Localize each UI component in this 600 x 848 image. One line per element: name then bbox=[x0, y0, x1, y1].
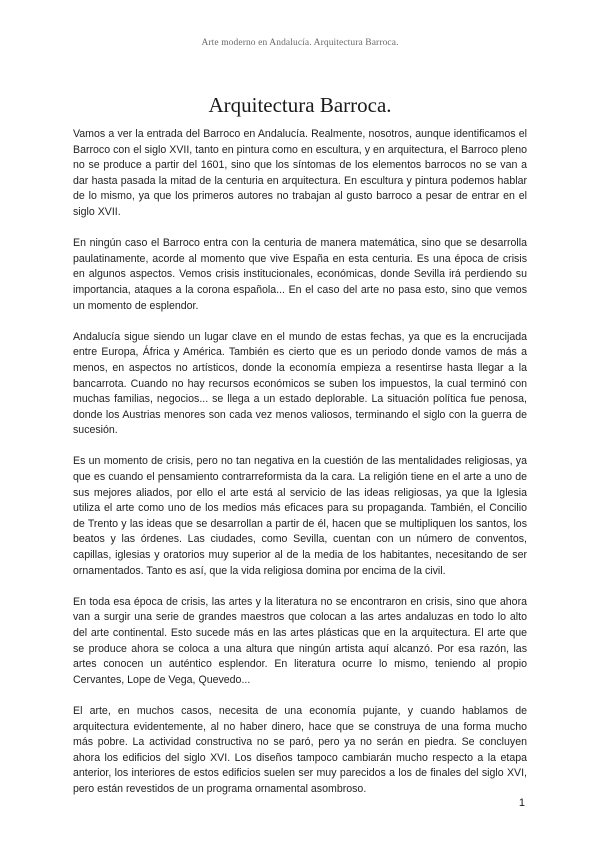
page-number: 1 bbox=[518, 797, 525, 809]
paragraph: El arte, en muchos casos, necesita de una economía pujante, y cuando hablamos de arquitectura evidentemente, al no haber dinero, hace que se construya de una forma mucho más pobre. La actividad constructiva no se paró, pero ya no serán en piedra. Se concluyen ahora los edificios del siglo XVI. Los diseños tampoco cambiarán mucho respecto a la etapa anterior, los interiores de estos edificios suelen ser muy parecidos a los de finales del siglo XVI, pero están revestidos de un programa ornamental asombroso. bbox=[73, 704, 527, 795]
paragraph: Andalucía sigue siendo un lugar clave en el mundo de estas fechas, ya que es la encrucijada entre Europa, África y América. También es cierto que es un periodo donde vamos de más a menos, en aspectos no artísticos, donde la economía empieza a resentirse hasta llegar a la bancarrota. Cuando no hay recursos económicos se suben los impuestos, la cual terminó con muchas familias, negocios... se llega a un estado deplorable. La situación política fue penosa, donde los Austrias menores son cada vez menos valiosos, terminando el siglo con la guerra de sucesión. bbox=[73, 330, 527, 437]
paragraph: En ningún caso el Barroco entra con la centuria de manera matemática, sino que se desarrolla paulatinamente, acorde al momento que vive España en esta centuria. Es una época de crisis en algunos aspectos. Vemos crisis institucionales, económicas, donde Sevilla irá perdiendo su importancia, ataques a la corona española... En el caso del arte no pasa esto, sino que vemos un momento de esplendor. bbox=[73, 237, 527, 312]
document-body bbox=[73, 127, 527, 813]
paragraph: Es un momento de crisis, pero no tan negativa en la cuestión de las mentalidades religiosas, ya que es cuando el pensamiento contrarreformista da la cara. La religión tiene en el arte a uno de sus mejores aliados, por ello el arte está al servicio de las ideas religiosas, ya que la Iglesia utiliza el arte como uno de los medios más eficaces para su propaganda. También, el Concilio de Trento y las ideas que se desarrollan a partir de él, hacen que se multipliquen los santos, los beatos y las órdenes. Las ciudades, como Sevilla, cuentan con un número de conventos, capillas, iglesias y oratorios muy superior al de la media de los habitantes, necesitando de ser ornamentados. Tanto es así, que la vida religiosa domina por encima de la civil. bbox=[73, 455, 527, 577]
page-title: Arquitectura Barroca. bbox=[208, 93, 392, 117]
paragraph: En toda esa época de crisis, las artes y la literatura no se encontraron en crisis, sino que ahora van a surgir una serie de grandes maestros que colocan a las artes andaluzas en todo lo alto del arte continental. Esto sucede más en las artes plásticas que en la arquitectura. El arte que se produce ahora se coloca a una altura que ningún artista aquí alcanzó. Por esa razón, las artes conocen un auténtico esplendor. En literatura ocurre lo mismo, teniendo al propio Cervantes, Lope de Vega, Quevedo... bbox=[73, 595, 527, 686]
paragraph: Vamos a ver la entrada del Barroco en Andalucía. Realmente, nosotros, aunque identificamos el Barroco con el siglo XVII, tanto en pintura como en escultura, y en arquitectura, el Barroco pleno no se produce a partir del 1601, sino que los síntomas de los elementos barrocos no se van a dar hasta pasada la mitad de la centuria en arquitectura. En escultura y pintura podemos hablar de lo mismo, ya que los primeros autores no trabajan al gusto barroco a pesar de entrar en el siglo XVII. bbox=[73, 128, 527, 218]
running-header: Arte moderno en Andalucía. Arquitectura Barroca. bbox=[201, 38, 399, 48]
